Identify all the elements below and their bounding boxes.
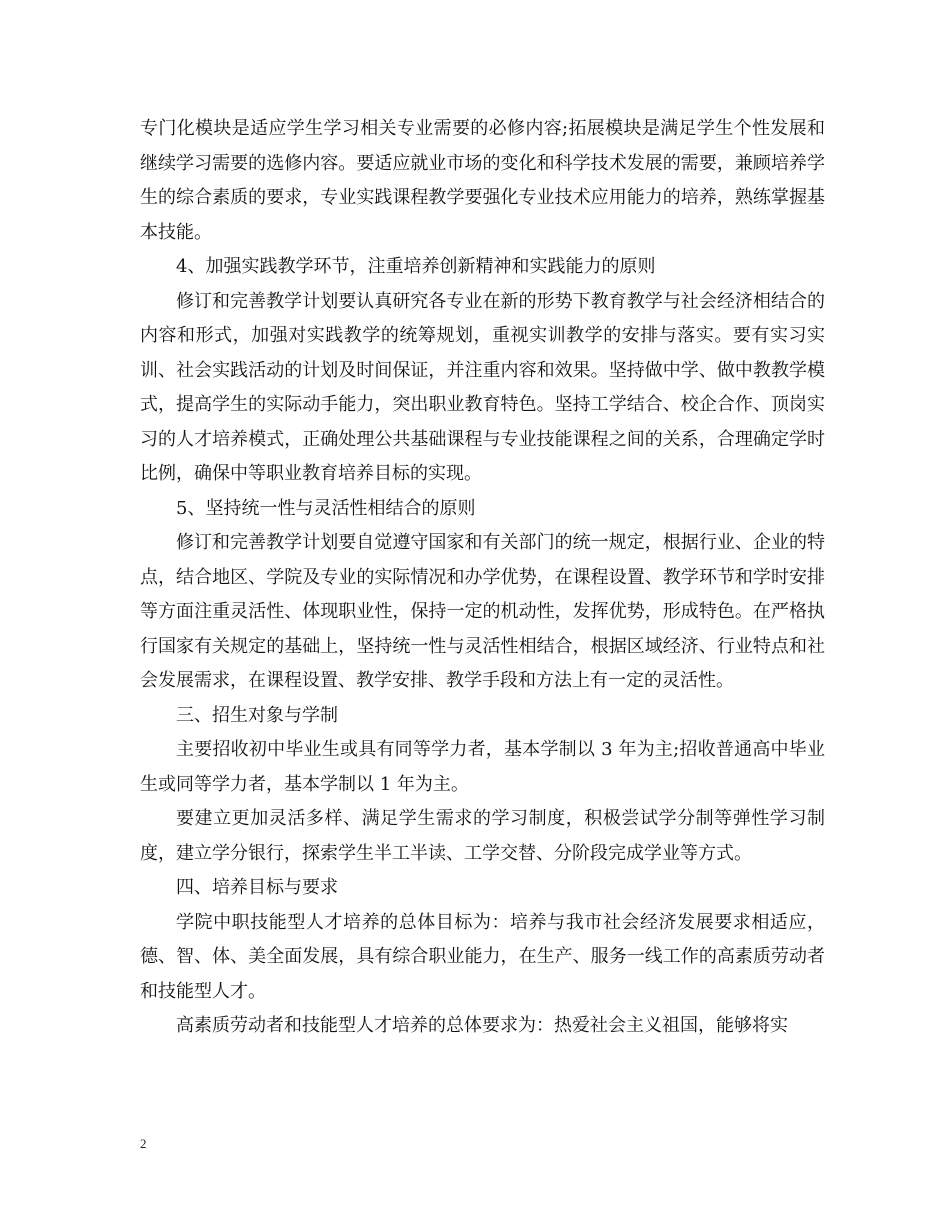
paragraph-5: 要建立更加灵活多样、满足学生需求的学习制度，积极尝试学分制等弹性学习制度，建立学分银行，探索学生半工半读、工学交替、分阶段完成学业等方式。 — [140, 808, 825, 864]
section-heading-goals: 四、培养目标与要求 — [176, 877, 338, 898]
paragraph-2: 修订和完善教学计划要认真研究各专业在新的形势下教育教学与社会经济相结合的内容和形式，加强对实践教学的统筹规划，重视实训教学的安排与落实。要有实习实训、社会实践活动的计划及时间保证，并注重内容和效果。坚持做中学、做中教教学模式，提高学生的实际动手能力，突出职业教育特色。坚持工学结合、校企合作、顶岗实习的人才培养模式，正确处理公共基础课程与专业技能课程之间的关系，合理确定学时比例，确保中等职业教育培养目标的实现。 — [140, 290, 825, 484]
paragraph-7: 高素质劳动者和技能型人才培养的总体要求为：热爱社会主义祖国，能够将实 — [176, 1015, 788, 1036]
section-heading-enrollment: 三、招生对象与学制 — [176, 704, 338, 726]
paragraph-3: 修订和完善教学计划要自觉遵守国家和有关部门的统一规定，根据行业、企业的特点，结合地区、学院及专业的实际情况和办学优势，在课程设置、教学环节和学时安排等方面注重灵活性、体现职业性，保持一定的机动性，发挥优势，形成特色。在严格执行国家有关规定的基础上，坚持统一性与灵活性相结合，根据区域经济、行业特点和社会发展需求，在课程设置、教学安排、教学手段和方法上有一定的灵活性。 — [140, 532, 825, 691]
section-heading-5: 5、坚持统一性与灵活性相结合的原则 — [176, 497, 476, 519]
document-body — [140, 112, 825, 1044]
paragraph-6: 学院中职技能型人才培养的总体目标为：培养与我市社会经济发展要求相适应，德、智、体、美全面发展，具有综合职业能力，在生产、服务一线工作的高素质劳动者和技能型人才。 — [140, 911, 825, 1002]
page-number: 2 — [140, 1136, 147, 1151]
section-heading-4: 4、加强实践教学环节，注重培养创新精神和实践能力的原则 — [176, 256, 656, 277]
paragraph-1: 专门化模块是适应学生学习相关专业需要的必修内容;拓展模块是满足学生个性发展和继续学习需要的选修内容。要适应就业市场的变化和科学技术发展的需要，兼顾培养学生的综合素质的要求，专业实践课程教学要强化专业技术应用能力的培养，熟练掌握基本技能。 — [140, 118, 825, 243]
paragraph-4: 主要招收初中毕业生或具有同等学力者，基本学制以 3 年为主;招收普通高中毕业生或同等学力者，基本学制以 1 年为主。 — [140, 739, 825, 795]
